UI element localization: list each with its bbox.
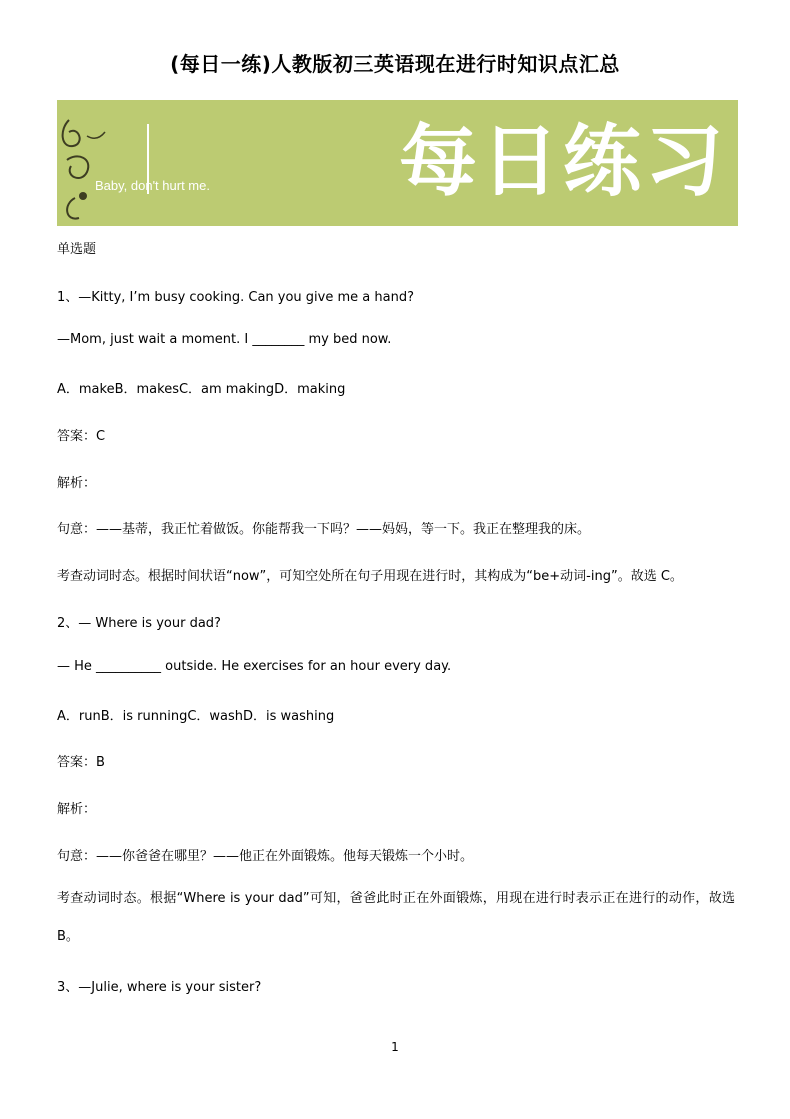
page-number: 1 — [391, 1040, 399, 1054]
q1-explanation: 考查动词时态。根据时间状语“now”，可知空处所在句子用现在进行时，其构成为“be+动词-ing”。故选 C。 — [57, 569, 683, 584]
q1-stem-line2: —Mom, just wait a moment. I ________ my bed now. — [57, 332, 392, 347]
q2-analysis-label: 解析： — [57, 802, 97, 817]
section-label: 单选题 — [57, 242, 97, 257]
daily-practice-banner — [57, 100, 738, 226]
q1-options: A．makeB．makesC．am makingD．making — [57, 382, 346, 397]
document-title: (每日一练)人教版初三英语现在进行时知识点汇总 — [170, 52, 620, 76]
banner-heading: 每日练习 — [399, 117, 728, 207]
q2-answer: 答案：B — [57, 755, 105, 770]
q2-stem-line2: — He __________ outside. He exercises for an hour every day. — [57, 659, 452, 674]
banner-tagline: Baby, don't hurt me. — [95, 178, 210, 193]
q1-meaning: 句意：——基蒂，我正忙着做饭。你能帮我一下吗？——妈妈，等一下。我正在整理我的床。 — [57, 522, 591, 537]
q2-stem-line1: 2、— Where is your dad? — [57, 616, 221, 631]
q3-stem-line1: 3、—Julie, where is your sister? — [57, 980, 262, 995]
q2-options: A．runB．is runningC．washD．is washing — [57, 709, 335, 724]
q1-answer: 答案：C — [57, 429, 106, 444]
q1-analysis-label: 解析： — [57, 476, 97, 491]
q2-explanation: 考查动词时态。根据“Where is your dad”可知，爸爸此时正在外面锻炼，用现在进行时表示正在进行的动作，故选 B。 — [57, 891, 735, 944]
q2-meaning: 句意：——你爸爸在哪里？——他正在外面锻炼。他每天锻炼一个小时。 — [57, 849, 474, 864]
q1-stem-line1: 1、—Kitty, I’m busy cooking. Can you give me a hand? — [57, 290, 414, 305]
swirl-decoration-icon — [57, 100, 147, 226]
